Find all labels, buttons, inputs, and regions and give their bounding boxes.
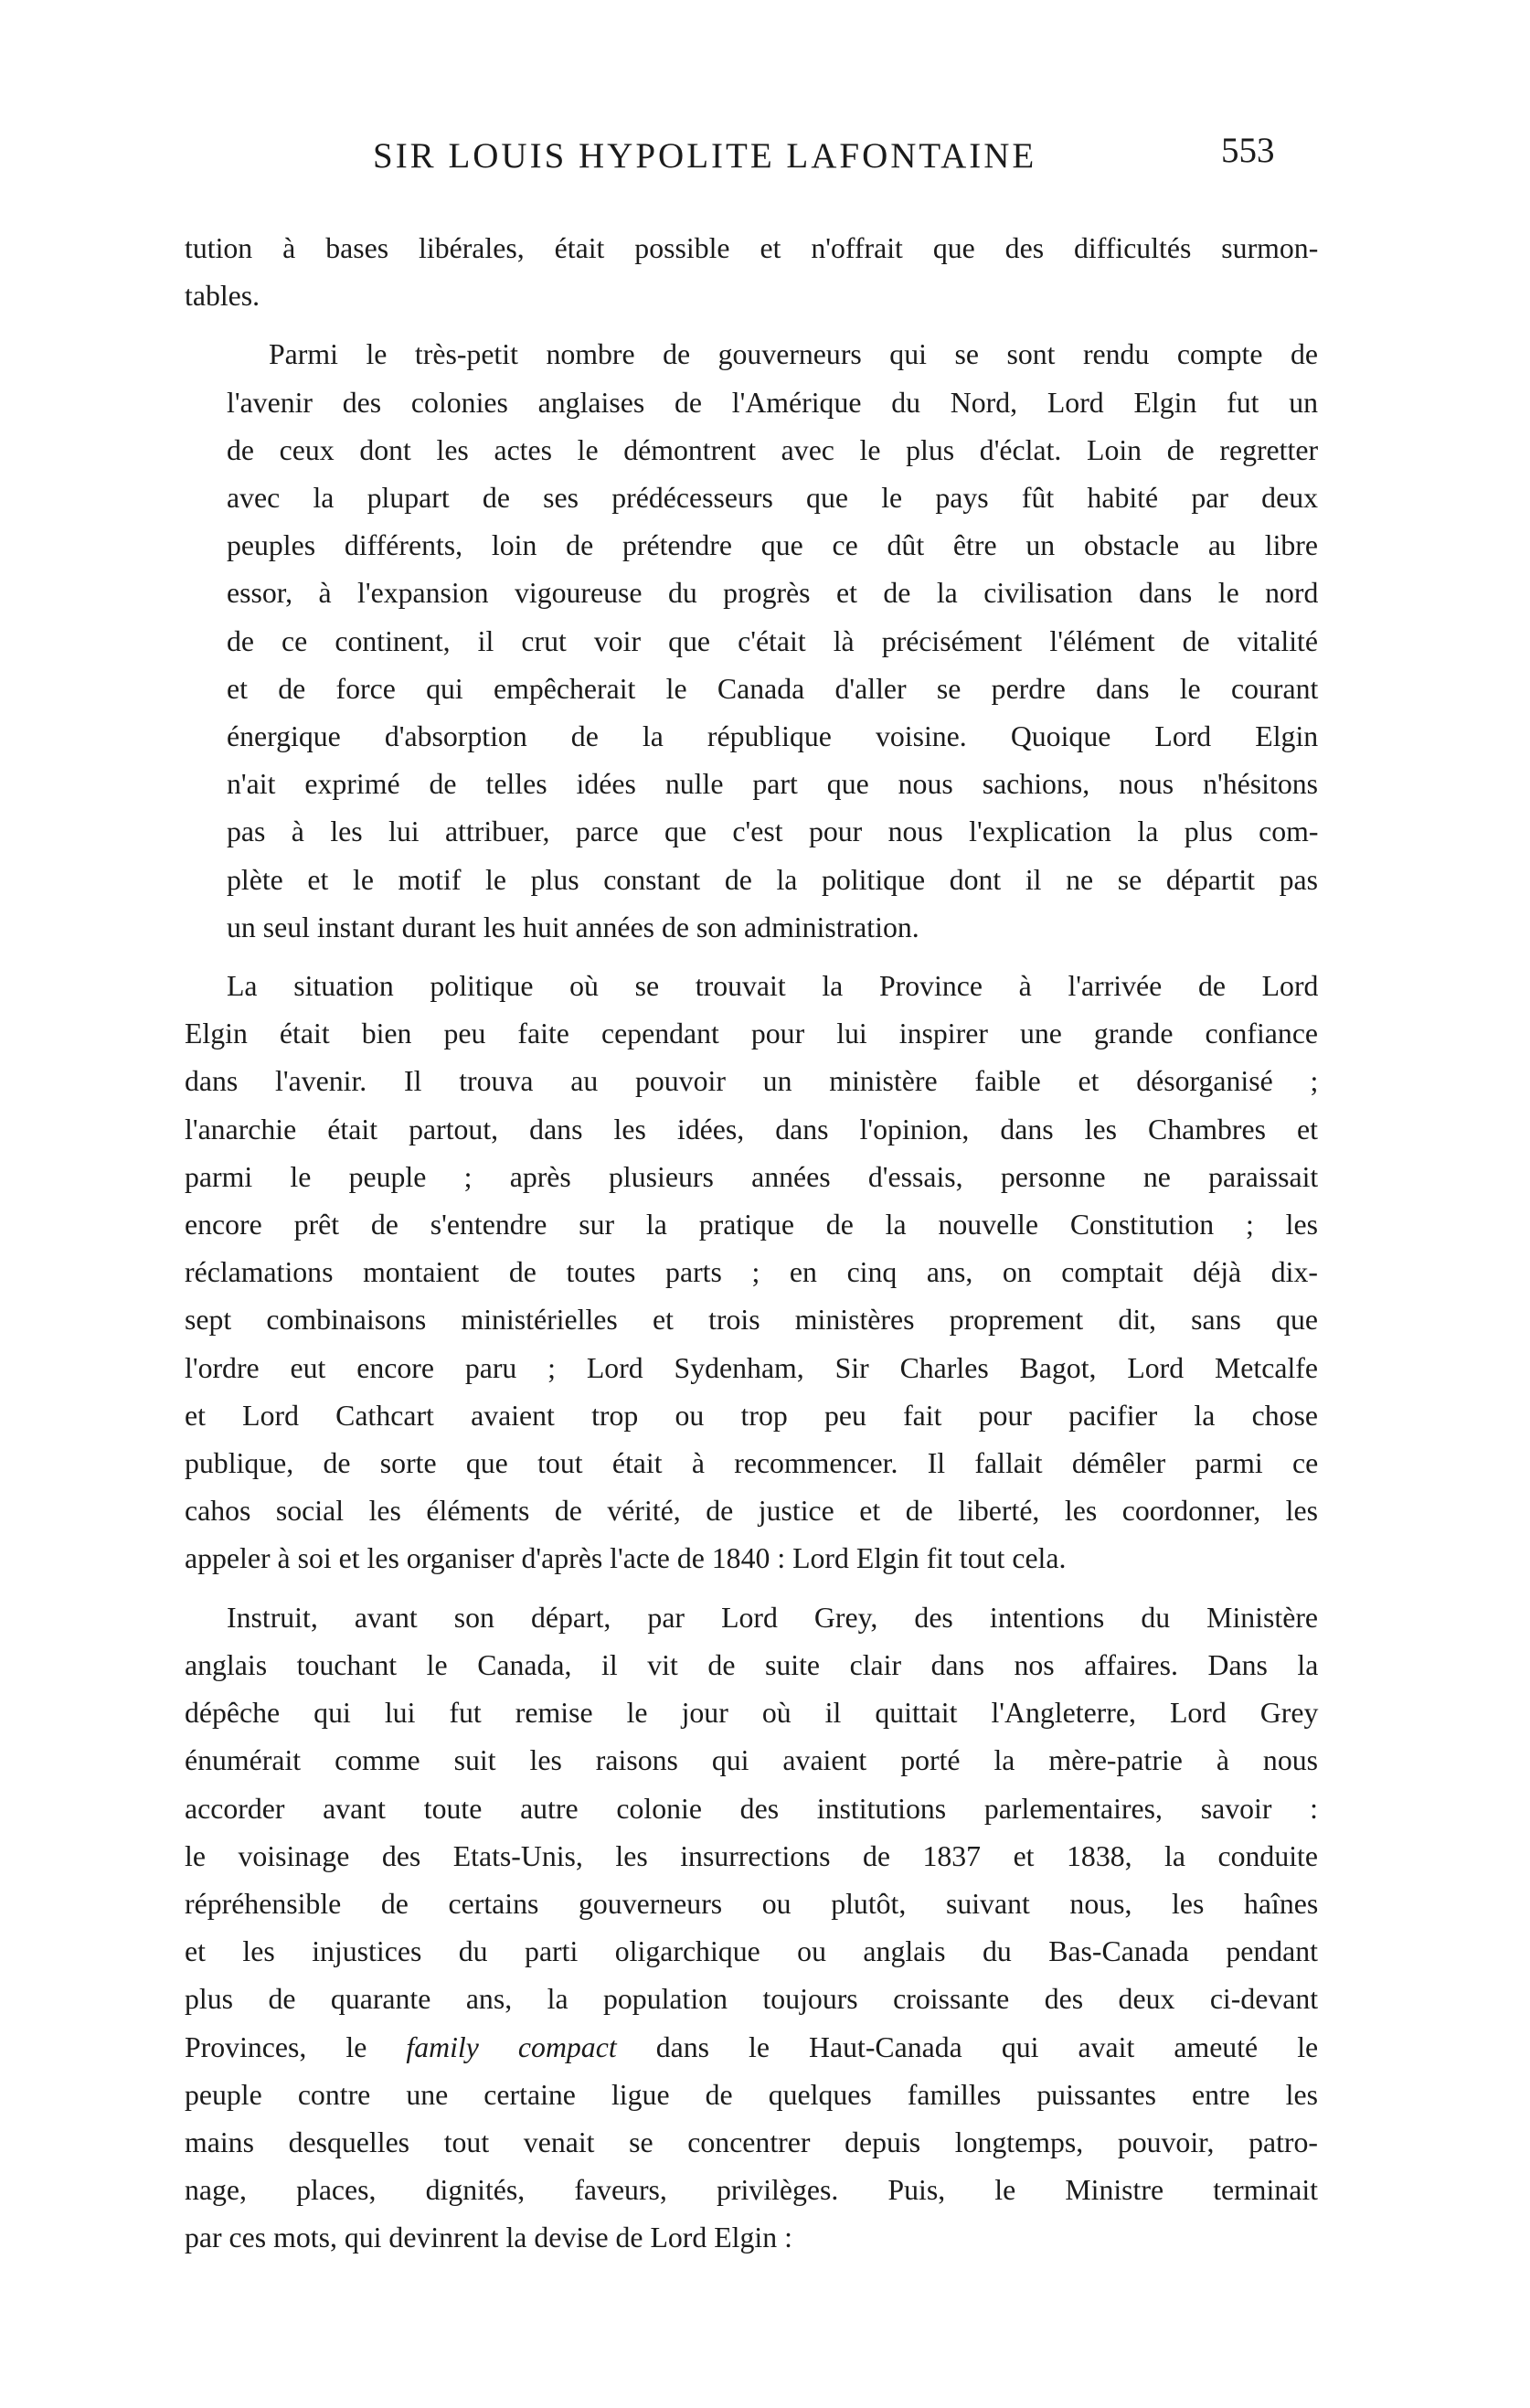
text-line: sept combinaisons ministérielles et trois ministères proprement dit, sans que (185, 1304, 1318, 1337)
text-line: cahos social les éléments de vérité, de justice et de liberté, les coordonner, les (185, 1495, 1318, 1528)
text-line: énumérait comme suit les raisons qui avaient porté la mère-patrie à nous (185, 1744, 1318, 1777)
text-line: publique, de sorte que tout était à recommencer. Il fallait démêler parmi ce (185, 1447, 1319, 1480)
text-line: tution à bases libérales, était possible et n'offrait que des difficultés surmon- (185, 232, 1319, 264)
text-line: répréhensible de certains gouverneurs ou plutôt, suivant nous, les haînes (185, 1887, 1319, 1920)
text-line: plète et le motif le plus constant de la politique dont il ne se départit pas (227, 863, 1318, 896)
text-line: mains desquelles tout venait se concentrer depuis longtemps, pouvoir, patro- (185, 2126, 1318, 2158)
text-line: et Lord Cathcart avaient trop ou trop peu fait pour pacifier la chose (185, 1399, 1318, 1432)
text-line: encore prêt de s'entendre sur la pratique de la nouvelle Constitution ; les (185, 1209, 1318, 1241)
italic-term-family-compact: family compact (406, 2030, 617, 2063)
text-line: accorder avant toute autre colonie des institutions parlementaires, savoir : (185, 1792, 1318, 1825)
text-line: dépêche qui lui fut remise le jour où il quittait l'Angleterre, Lord Grey (185, 1697, 1319, 1730)
text-line: peuples différents, loin de prétendre que ce dût être un obstacle au libre (227, 529, 1318, 562)
text-line: de ceux dont les actes le démontrent avec le plus d'éclat. Loin de regretter (227, 433, 1319, 466)
text-line: l'ordre eut encore paru ; Lord Sydenham, Sir Charles Bagot, Lord Metcalfe (185, 1351, 1318, 1384)
text-line: un seul instant durant les huit années de son administration. (227, 911, 919, 943)
text-line: pas à les lui attribuer, parce que c'est pour nous l'explication la plus com- (227, 815, 1319, 848)
paragraph-lord-grey-dispatch (185, 1594, 1318, 2263)
page-number: 553 (1221, 131, 1275, 170)
text-line: plus de quarante ans, la population toujours croissante des deux ci-devant (185, 1983, 1319, 2016)
text-line: dans l'avenir. Il trouva au pouvoir un ministère faible et désorganisé ; (185, 1065, 1319, 1098)
text-line: Elgin était bien peu faite cependant pour lui inspirer une grande confiance (185, 1018, 1319, 1050)
running-title: SIR LOUIS HYPOLITE LAFONTAINE (373, 136, 1037, 176)
text-line-with-italic (185, 2024, 1318, 2072)
text-line: peuple contre une certaine ligue de quelques familles puissantes entre les (185, 2078, 1318, 2111)
text-line: n'ait exprimé de telles idées nulle part que nous sachions, nous n'hésitons (227, 768, 1318, 801)
paragraph-continuation (185, 225, 1318, 320)
text-line: l'anarchie était partout, dans les idées, dans l'opinion, dans les Chambres et (185, 1113, 1318, 1145)
paragraph-lord-elgin-vision (185, 331, 1318, 952)
text-line: Instruit, avant son départ, par Lord Grey, des intentions du Ministère (227, 1601, 1319, 1634)
text-fragment: Provinces, le (185, 2030, 407, 2063)
text-line: et de force qui empêcherait le Canada d'aller se perdre dans le courant (227, 672, 1319, 705)
text-line: Parmi le très-petit nombre de gouverneurs qui se sont rendu compte de (269, 338, 1318, 371)
text-line: appeler à soi et les organiser d'après l'acte de 1840 : Lord Elgin fit tout cela. (185, 1542, 1067, 1575)
text-line: le voisinage des Etats-Unis, les insurrections de 1837 et 1838, la conduite (185, 1839, 1318, 1872)
paragraph-political-situation (185, 963, 1318, 1583)
text-fragment: dans le Haut-Canada qui avait ameuté le (616, 2030, 1319, 2063)
text-line: et les injustices du parti oligarchique ou anglais du Bas-Canada pendant (185, 1935, 1318, 1968)
text-line: avec la plupart de ses prédécesseurs que le pays fût habité par deux (227, 482, 1318, 515)
text-line: tables. (185, 280, 260, 313)
body-text (185, 225, 1318, 2274)
text-line: réclamations montaient de toutes parts ; en cinq ans, on comptait déjà dix- (185, 1256, 1318, 1289)
text-line: La situation politique où se trouvait la Province à l'arrivée de Lord (227, 970, 1319, 1003)
text-line: par ces mots, qui devinrent la devise de Lord Elgin : (185, 2222, 792, 2254)
text-line: nage, places, dignités, faveurs, privilèges. Puis, le Ministre terminait (185, 2174, 1318, 2207)
text-line: l'avenir des colonies anglaises de l'Amérique du Nord, Lord Elgin fut un (227, 386, 1318, 419)
text-line: parmi le peuple ; après plusieurs années d'essais, personne ne paraissait (185, 1160, 1319, 1193)
text-line: anglais touchant le Canada, il vit de suite clair dans nos affaires. Dans la (185, 1648, 1319, 1681)
text-line: de ce continent, il crut voir que c'était là précisément l'élément de vitalité (227, 624, 1318, 657)
text-line: essor, à l'expansion vigoureuse du progrès et de la civilisation dans le nord (227, 577, 1319, 610)
text-line: énergique d'absorption de la république voisine. Quoique Lord Elgin (227, 720, 1319, 753)
